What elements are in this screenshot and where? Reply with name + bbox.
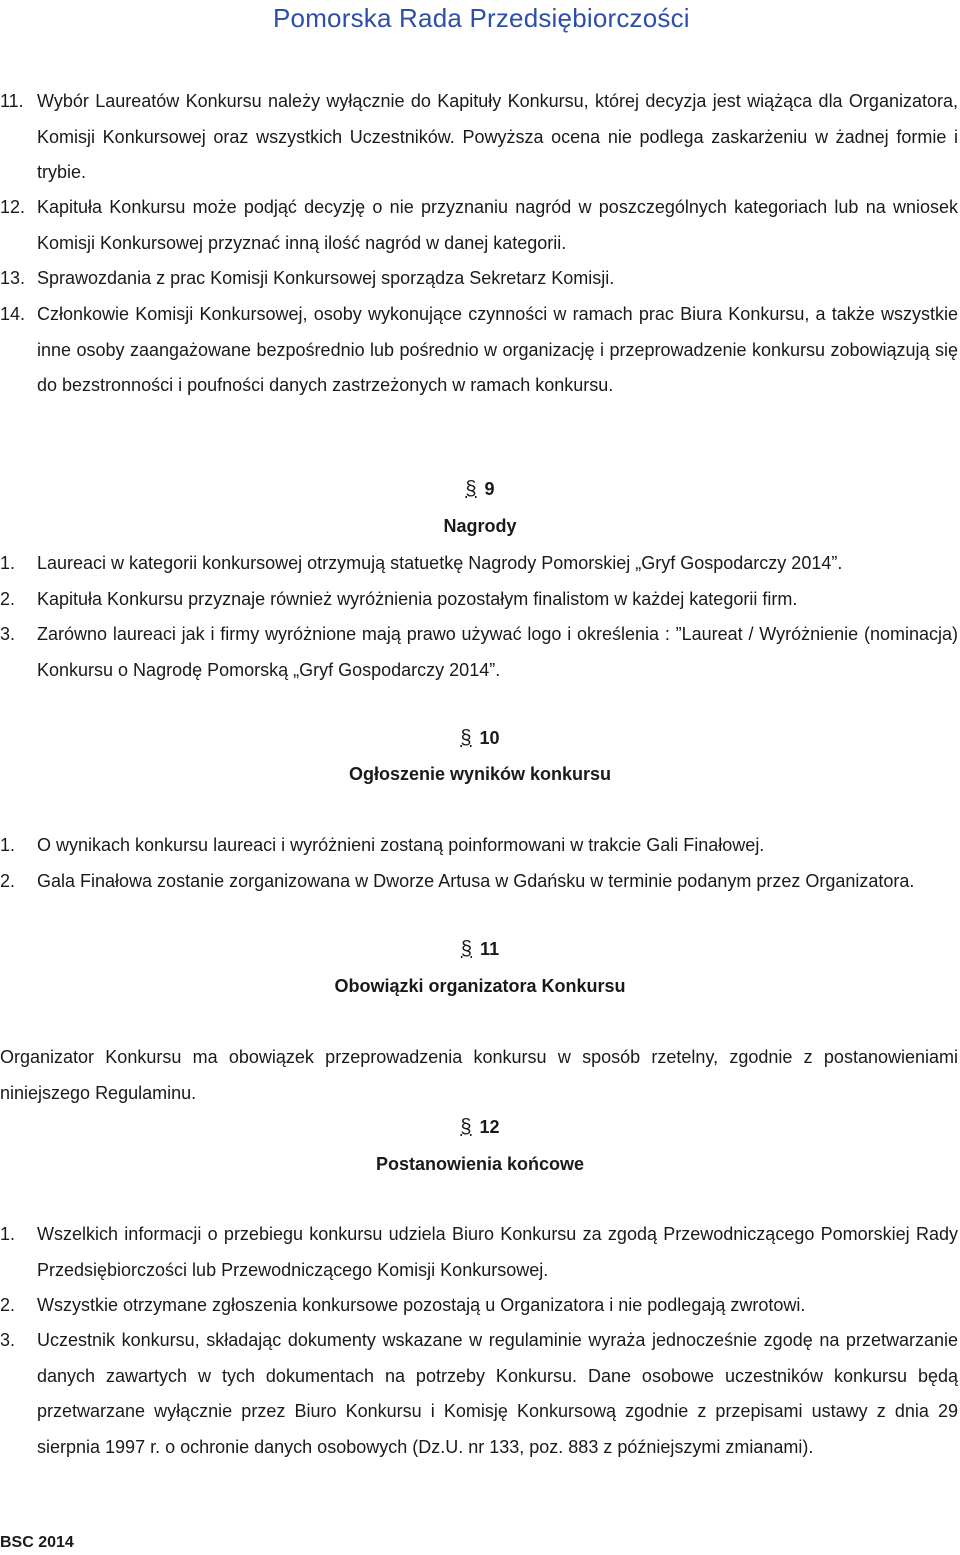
list-item	[0, 1323, 958, 1465]
item-text: Wybór Laureatów Konkursu należy wyłącznie do Kapituły Konkursu, której decyzja jest wiążąca dla Organizatora, Komisji Konkursowej oraz wszystkich Uczestników. Powyższa ocena nie podlega zaskarżeniu w żadnej formie i trybie.	[37, 91, 958, 182]
item-text: Uczestnik konkursu, składając dokumenty wskazane w regulaminie wyraża jednocześnie zgodę na przetwarzanie danych zawartych w tych dokumentach na potrzeby Konkursu. Dane osobowe uczestników konkursu będą przetwarzane wyłącznie przez Biuro Konkursu i Komisję Konkursową zgodnie z przepisami ustawy z dnia 29 sierpnia 1997 r. o ochronie danych osobowych (Dz.U. nr 133, poz. 883 z późniejszymi zmianami).	[37, 1330, 958, 1457]
list-item	[0, 546, 958, 582]
section-number	[0, 727, 960, 750]
section-number	[0, 1116, 960, 1139]
section-number-value: 11	[480, 939, 500, 959]
item-number: 3.	[0, 624, 16, 644]
list-item	[0, 828, 958, 864]
item-text: Zarówno laureaci jak i firmy wyróżnione mają prawo używać logo i określenia : ”Laureat / Wyróżnienie (nominacja) Konkursu o Nagrodę Pomorską „Gryf Gospodarczy 2014”.	[37, 624, 958, 680]
list-item	[0, 1288, 958, 1324]
item-number: 3.	[0, 1330, 16, 1350]
list-item	[0, 297, 958, 404]
item-number: 2.	[0, 871, 16, 891]
section-title: Ogłoszenie wyników konkursu	[348, 764, 612, 784]
item-number: 11.	[0, 91, 24, 111]
item-text: Członkowie Komisji Konkursowej, osoby wykonujące czynności w ramach prac Biura Konkursu, a także wszystkie inne osoby zaangażowane bezpośrednio lub pośrednio w organizację i przeprowadzenie konkursu zobowiązują się do bezstronności i poufności danych zastrzeżonych w ramach konkursu.	[37, 304, 958, 395]
page-header-title: Pomorska Rada Przedsiębiorczości	[273, 3, 690, 33]
list-item	[0, 84, 958, 191]
item-number: 1.	[0, 835, 16, 855]
item-number: 13.	[0, 268, 26, 288]
item-text: Wszystkie otrzymane zgłoszenia konkursowe pozostają u Organizatora i nie podlegają zwrotowi.	[37, 1295, 806, 1315]
item-number: 2.	[0, 1295, 16, 1315]
list-item	[0, 190, 958, 261]
section-sign: §	[460, 727, 472, 749]
item-number: 1.	[0, 553, 16, 573]
list-item	[0, 1217, 958, 1288]
section-number-value: 12	[479, 1117, 500, 1137]
item-text: Wszelkich informacji o przebiegu konkursu udziela Biuro Konkursu za zgodą Przewodniczącego Pomorskiej Rady Przedsiębiorczości lub Przewodniczącego Komisji Konkursowej.	[37, 1224, 958, 1280]
list-item	[0, 864, 958, 900]
section-title: Postanowienia końcowe	[375, 1154, 585, 1174]
item-text: O wynikach konkursu laureaci i wyróżnieni zostaną poinformowani w trakcie Gali Finałowej.	[37, 835, 765, 855]
list-item	[0, 617, 958, 688]
item-number: 12.	[0, 197, 26, 217]
section-number	[0, 938, 960, 961]
item-text: Kapituła Konkursu przyznaje również wyróżnienia pozostałym finalistom w każdej kategorii firm.	[37, 589, 798, 609]
section-sign: §	[465, 478, 477, 500]
section-number	[0, 478, 960, 501]
section-number-value: 10	[479, 728, 500, 748]
item-text: Gala Finałowa zostanie zorganizowana w Dworze Artusa w Gdańsku w terminie podanym przez Organizatora.	[37, 871, 915, 891]
section-number-value: 9	[484, 479, 495, 499]
item-text: Sprawozdania z prac Komisji Konkursowej sporządza Sekretarz Komisji.	[37, 268, 615, 288]
item-number: 14.	[0, 304, 26, 324]
item-number: 2.	[0, 589, 16, 609]
section-title: Nagrody	[443, 516, 517, 536]
item-number: 1.	[0, 1224, 16, 1244]
list-item	[0, 261, 958, 297]
section-title: Obowiązki organizatora Konkursu	[334, 976, 626, 996]
list-item	[0, 582, 958, 618]
paragraph: Organizator Konkursu ma obowiązek przeprowadzenia konkursu w sposób rzetelny, zgodnie z postanowieniami niniejszego Regulaminu.	[0, 1047, 958, 1103]
footer-label: BSC 2014	[0, 1534, 74, 1551]
section-sign: §	[460, 1116, 472, 1138]
item-text: Laureaci w kategorii konkursowej otrzymują statuetkę Nagrody Pomorskiej „Gryf Gospodarczy 2014”.	[37, 553, 843, 573]
item-text: Kapituła Konkursu może podjąć decyzję o nie przyznaniu nagród w poszczególnych kategoriach lub na wniosek Komisji Konkursowej przyznać inną ilość nagród w danej kategorii.	[37, 197, 958, 253]
section-sign: §	[460, 938, 473, 960]
